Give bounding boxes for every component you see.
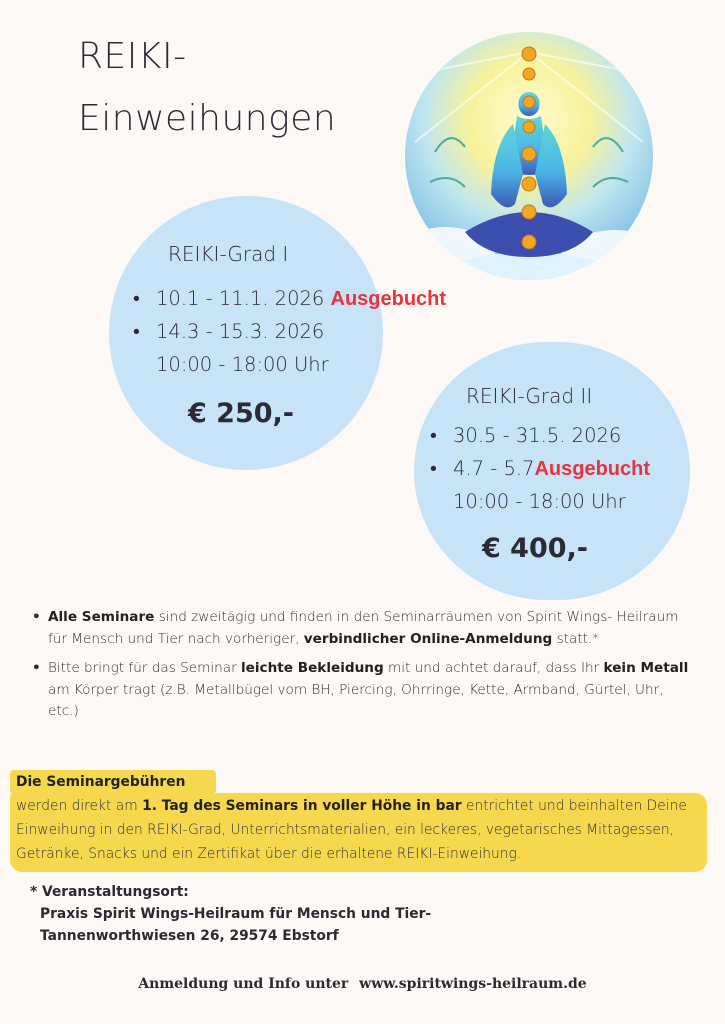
info-item-seminars: • Alle Seminare sind zweitägig und finden in den Seminarräumen von Spirit Wings- Heilraum für Mensch und Tier nach vorheriger, verbindlicher Online-Anmeldung statt.* xyxy=(48,607,698,650)
grad1-date1: • 10.1 - 11.1. 2026 Ausgebucht xyxy=(156,287,446,320)
footer-url[interactable]: www.spiritwings-heilraum.de xyxy=(359,976,587,992)
page-title-line1: REIKI- xyxy=(78,36,187,77)
grad2-title: REIKI-Grad II xyxy=(466,384,593,408)
venue-label: * Veranstaltungsort: xyxy=(30,884,189,900)
grad1-price: € 250,- xyxy=(188,398,295,429)
page-title-line2: Einweihungen xyxy=(78,98,337,139)
grad1-date2: • 14.3 - 15.3. 2026 xyxy=(156,320,446,353)
venue-line2: Tannenworthwiesen 26, 29574 Ebstorf xyxy=(40,928,339,944)
fee-heading: Die Seminargebühren xyxy=(16,774,186,790)
grad2-price: € 400,- xyxy=(482,533,589,564)
fee-info: Die Seminargebühren werden direkt am 1. Tag des Seminars in voller Höhe in bar entrichtet und beinhalten Deine Einweihung in den REIKI-Grad, Unterrichtsmaterialien, ein leckeres, vegetarisches Mittagessen, Getränke, Snacks und ein Zertifikat über die erhaltene REIKI-Einweihung. xyxy=(16,774,687,862)
grad1-title: REIKI-Grad I xyxy=(168,242,289,266)
info-list xyxy=(48,607,698,731)
grad2-time: 10:00 - 18:00 Uhr xyxy=(453,490,626,513)
venue-block xyxy=(30,881,431,947)
grad2-date1: • 30.5 - 31.5. 2026 xyxy=(453,424,650,457)
info-item-clothing: • Bitte bringt für das Seminar leichte Bekleidung mit und achtet darauf, dass Ihr kein Metall am Körper tragt (z.B. Metallbügel vom BH, Piercing, Ohrringe, Kette, Armband, Gürtel, Uhr, etc.) xyxy=(48,658,698,723)
booked-badge: Ausgebucht xyxy=(534,458,651,480)
grad1-time: 10:00 - 18:00 Uhr xyxy=(156,353,329,376)
footer-text: Anmeldung und Info unter xyxy=(138,976,349,992)
meditation-chakra-illustration xyxy=(405,32,653,280)
meditation-figure-icon xyxy=(405,32,653,280)
grad2-dates xyxy=(453,424,650,523)
footer xyxy=(0,976,725,992)
grad1-dates xyxy=(156,287,446,386)
venue-line1: Praxis Spirit Wings-Heilraum für Mensch und Tier- xyxy=(40,906,432,922)
grad2-date2: • 4.7 - 5.7Ausgebucht xyxy=(453,457,650,490)
booked-badge: Ausgebucht xyxy=(330,288,447,310)
